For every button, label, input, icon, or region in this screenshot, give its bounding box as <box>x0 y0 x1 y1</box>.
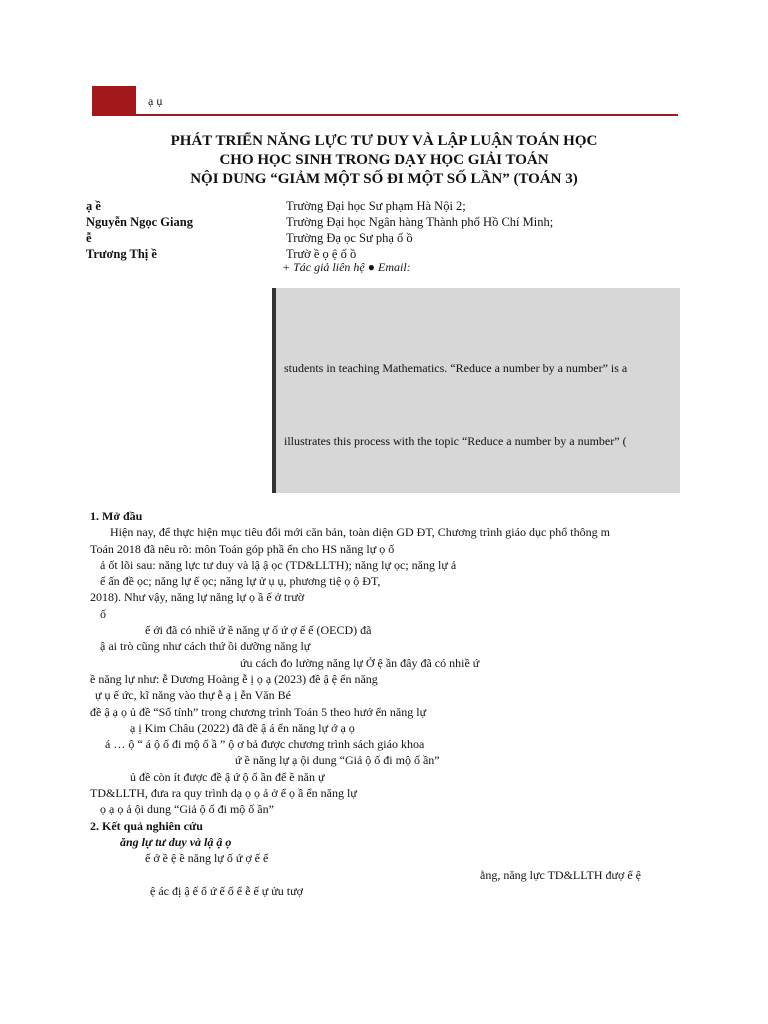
contact-line: + Tác giả liên hệ ● Email: <box>282 260 411 274</box>
author-row <box>86 198 686 214</box>
paragraph-line: ằng, năng lực TD&LLTH đượ ể ệ <box>480 867 641 882</box>
paragraph-line: ứu cách đo lường năng lự Ở ệ ần đây đã có nhiề ứ <box>240 655 480 670</box>
paragraph-line: ậ ai trò cũng như cách thứ ồi dưỡng năng lự <box>100 639 311 654</box>
header-divider <box>92 114 678 116</box>
author-name: Nguyễn Ngọc Giang <box>86 215 193 229</box>
paragraph-line: ạ ị Kim Châu (2022) đã đề ậ á ển năng lự ớ ạ ọ <box>130 720 355 735</box>
paragraph-line: ủ đề còn ít được đề ậ ứ ộ ố ần để ề năn ự <box>130 769 325 784</box>
abstract-box <box>272 288 680 493</box>
paragraph-line: ệ ác đị ậ ế ố ứ ế ố ể ễ ế ự ửu tượ <box>150 883 303 898</box>
paragraph-line: ứ ề năng lự ạ ội dung “Giả ộ ố đi mộ ố ần” <box>235 753 440 768</box>
subsection-heading: ăng lự tư duy và lậ ậ ọ <box>120 834 232 849</box>
paragraph-line: TD&LLTH, đưa ra quy trình dạ ọ ọ ả ở ể ọ ầ ển năng lự <box>90 786 357 801</box>
paragraph-line: ế ấn đề ọc; năng lự ế ọc; năng lự ử ụ ụ, phương tiệ ọ ộ ĐT, <box>100 574 381 589</box>
paragraph-line: Hiện nay, để thực hiện mục tiêu đổi mới căn bản, toàn diện GD ĐT, Chương trình giáo dục phổ thông m <box>110 525 610 540</box>
paragraph-line: ả ốt lõi sau: năng lực tư duy và lậ ậ ọc (TD&LLTH); năng lự ọc; năng lự ả <box>100 557 457 572</box>
author-row <box>86 230 686 246</box>
article-body <box>90 508 678 899</box>
paragraph-line: 2018). Như vậy, năng lự năng lự ọ ầ ế ở trườ <box>90 590 305 605</box>
abstract-line-2: illustrates this process with the topic “Reduce a number by a number” ( <box>284 434 627 448</box>
paragraph-line: đề ậ ạ ọ ủ đề “Số tính” trong chương trình Toán 5 theo hướ ển năng lự <box>90 704 427 719</box>
paragraph-line: ố <box>100 606 106 621</box>
header-bar <box>92 86 678 116</box>
section-2-heading: 2. Kết quả nghiên cứu <box>90 818 203 833</box>
title-line-1: PHÁT TRIỂN NĂNG LỰC TƯ DUY VÀ LẬP LUẬN TOÁN HỌC <box>170 133 598 149</box>
article-title <box>60 132 708 189</box>
title-line-2: CHO HỌC SINH TRONG DẠY HỌC GIẢI TOÁN <box>219 152 549 168</box>
paragraph-line: ế ới đã có nhiề ứ ề năng ự ố ứ ợ ế ế (OECD) đã <box>145 623 372 638</box>
author-name: ạ ề <box>86 199 101 213</box>
author-name: Trương Thị ề <box>86 247 157 261</box>
authors-block <box>86 198 686 262</box>
title-line-3: NỘI DUNG “GIẢM MỘT SỐ ĐI MỘT SỐ LẦN” (TOÁN 3) <box>190 171 578 187</box>
abstract-line-1: students in teaching Mathematics. “Reduce a number by a number” is a <box>284 361 628 375</box>
author-name: ễ <box>86 231 92 245</box>
author-affiliation: Trường Đại học Ngân hàng Thành phố Hồ Chí Minh; <box>286 215 554 229</box>
paragraph-line: Toán 2018 đã nêu rõ: môn Toán góp phầ ển cho HS năng lự ọ ố <box>90 541 395 556</box>
paragraph-line: ọ ạ ọ ả ội dung “Giả ộ ố đi mộ ố ần” <box>100 802 274 817</box>
paragraph-line: ề năng lự như: ễ Dương Hoàng ễ ị ọ ạ (2023) đề ậ ệ ển năng <box>90 671 378 686</box>
section-1-heading: 1. Mở đầu <box>90 509 143 523</box>
header-text: ạ ụ <box>148 94 163 108</box>
paragraph-line: ế ớ ề ệ ề năng lự ố ứ ợ ế ế <box>145 851 269 866</box>
header-red-block <box>92 86 136 114</box>
paragraph-line: á … ộ “ á ộ ố đi mộ ố ầ ” ộ ơ bả được chương trình sách giáo khoa <box>105 737 425 752</box>
paragraph-line: ự ụ ế ức, kĩ năng vào thự ễ ạ ị ễn Văn Bé <box>95 688 291 703</box>
author-affiliation: Trườ ề ọ ệ ố ồ <box>286 247 357 261</box>
author-affiliation: Trường Đạ ọc Sư phạ ố ồ <box>286 231 413 245</box>
author-row <box>86 214 686 230</box>
author-affiliation: Trường Đại học Sư phạm Hà Nội 2; <box>286 199 466 213</box>
